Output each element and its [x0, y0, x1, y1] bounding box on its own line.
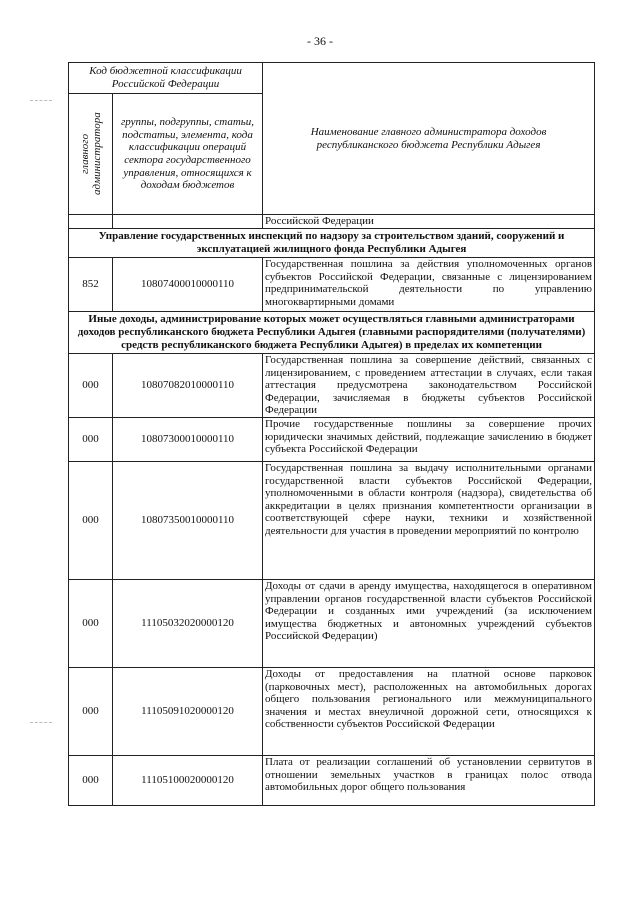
income-code: 10807300010000110 — [113, 417, 263, 461]
admin-name-header: Наименование главного администратора доходов республиканского бюджета Республики Адыгея — [263, 63, 595, 215]
income-code: 10807082010000110 — [113, 354, 263, 418]
income-name: Плата от реализации соглашений об установлении сервитутов в отношении земельных участков в границах полос отвода автомобильных дорог общего пользования — [263, 755, 595, 805]
budget-classification-table — [68, 62, 595, 806]
table-row — [69, 755, 595, 805]
admin-code: 852 — [69, 258, 113, 312]
admin-code: 000 — [69, 755, 113, 805]
income-code: 11105100020000120 — [113, 755, 263, 805]
income-code: 10807350010000110 — [113, 461, 263, 579]
table-row — [69, 461, 595, 579]
table-row — [69, 258, 595, 312]
continuation-row — [69, 215, 595, 229]
admin-code: 000 — [69, 579, 113, 667]
income-name: Государственная пошлина за выдачу исполнительными органами государственной власти субъектов Российской Федерации, уполномоченными в области контроля (надзора), свидетельства об аккредитации в целях признания компетентности организации в соответствующей сфере науки, техники и хозяйственной деятельности для участия в проведении мероприятий по контролю — [263, 461, 595, 579]
header-row-top — [69, 63, 595, 94]
income-code: 11105032020000120 — [113, 579, 263, 667]
income-name: Прочие государственные пошлины за совершение прочих юридически значимых действий, подлежащие зачислению в бюджет субъекта Российской Федерации — [263, 417, 595, 461]
section-heading-row — [69, 229, 595, 258]
admin-code: 000 — [69, 354, 113, 418]
continuation-text: Российской Федерации — [263, 215, 595, 229]
table-row — [69, 667, 595, 755]
admin-code: 000 — [69, 417, 113, 461]
income-name: Доходы от сдачи в аренду имущества, находящегося в оперативном управлении органов государственной власти субъектов Российской Федерации и созданных ими учреждений (за исключением имущества бюджетных и автономных учреждений субъектов Российской Федерации) — [263, 579, 595, 667]
income-code: 11105091020000120 — [113, 667, 263, 755]
section-title: Иные доходы, администрирование которых может осуществляться главными администраторами доходов республиканского бюджета Республики Адыгея (главными распорядителями (получателями) средств республиканского бюджета Республики Адыгея) в пределах их компетенции — [69, 312, 595, 354]
admin-code-header-cell — [69, 94, 113, 215]
scan-edge-mark — [30, 100, 52, 101]
income-name: Государственная пошлина за совершение действий, связанных с лицензированием, с проведением аттестации в случаях, если такая аттестация предусмотрена законодательством Российской Федерации, зачисляемая в бюджеты субъектов Российской Федерации — [263, 354, 595, 418]
income-name: Государственная пошлина за действия уполномоченных органов субъектов Российской Федерации, связанные с лицензированием предпринимательской деятельности по управлению многоквартирными домами — [263, 258, 595, 312]
budget-code-header: Код бюджетной классификации Российской Федерации — [69, 63, 263, 94]
admin-code: 000 — [69, 667, 113, 755]
page-number: - 36 - — [307, 34, 333, 48]
income-code: 10807400010000110 — [113, 258, 263, 312]
admin-code-header: главного администратора — [78, 112, 103, 196]
admin-code: 000 — [69, 461, 113, 579]
income-name: Доходы от предоставления на платной основе парковок (парковочных мест), расположенных на автомобильных дорогах общего пользования регионального или межмуниципального значения и местах внеуличной дорожной сети, относящихся к собственности субъектов Российской Федерации — [263, 667, 595, 755]
section-heading-row — [69, 312, 595, 354]
subcode-header: группы, подгруппы, статьи, подстатьи, элемента, кода классификации операций сектора государственного управления, относящихся к доходам бюджетов — [113, 94, 263, 215]
section-title: Управление государственных инспекций по надзору за строительством зданий, сооружений и эксплуатацией жилищного фонда Республики Адыгея — [69, 229, 595, 258]
table-row — [69, 579, 595, 667]
scan-edge-mark — [30, 722, 52, 723]
table-row — [69, 354, 595, 418]
table-row — [69, 417, 595, 461]
